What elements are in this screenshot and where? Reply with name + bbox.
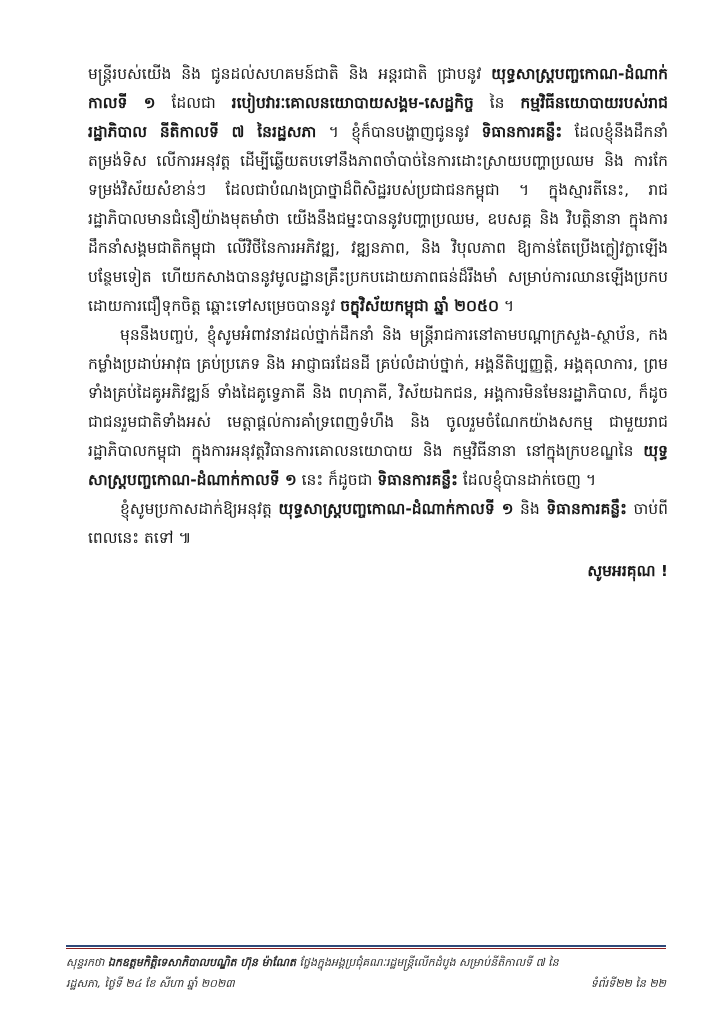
body-text-run: ខ្ញុំសូមប្រកាសដាក់ឱ្យអនុវត្ត xyxy=(120,500,279,518)
emphasized-text: កម្មវិធីនយោបាយរបស់រាជរដ្ឋាភិបាល នីតិកាលទី ៧ នៃរដ្ឋសភា xyxy=(88,94,668,141)
page-number: ទំព័រទី២២ នៃ ២២ xyxy=(590,977,666,990)
emphasized-text: ទិធានការគន្លឹះ xyxy=(546,500,627,518)
emphasized-text: ទិធានការគន្លឹះ xyxy=(377,471,458,489)
body-text-run: ។ xyxy=(498,297,515,315)
emphasized-text: ចក្ខុវិស័យកម្ពុជា ឆ្នាំ ២០៥០ xyxy=(340,297,499,315)
body-text-run: នៃ xyxy=(473,94,521,112)
footer-event: ថ្លែងក្នុងអង្គប្រជុំគណៈរដ្ឋមន្ត្រីលើកដំបូង សម្រាប់នីតិកាលទី ៧ នៃ xyxy=(296,956,559,969)
paragraph-1 xyxy=(88,60,668,321)
body-text-run: ដែលខ្ញុំនឹងដឹកនាំតម្រង់ទិស លើការអនុវត្ត ដើម្បីឆ្លើយតបទៅនឹងភាពចាំបាច់នៃការដោះស្រាយបញ្ហាប្រឈម និង ការកែទម្រង់វិស័យសំខាន់ៗ ដែលជាបំណងប្រាថ្នាដ៏ពិសិដ្ឋរបស់ប្រជាជនកម្ពុជា ។ ក្នុងស្មារតីនេះ, រាជរដ្ឋាភិបាលមានជំនឿយ៉ាងមុតមាំថា យើងនឹងជម្នះបាននូវបញ្ហាប្រឈម, ឧបសគ្គ និង វិបត្តិនានា ក្នុងការដឹកនាំសង្គមជាតិកម្ពុជា លើវិថីនៃការអភិវឌ្ឍ, វឌ្ឍនភាព, និង វិបុលភាព ឱ្យកាន់តែប្រើងក្លៀវក្លាឡើងបន្ថែមទៀត ហើយកសាងបាននូវមូលដ្ឋានគ្រឹះប្រកបដោយភាពធន់ដ៏រឹងមាំ សម្រាប់ការឈានឡើងប្រកបដោយការជឿទុកចិត្ត ឆ្ពោះទៅសម្រេចបាននូវ xyxy=(88,123,668,315)
paragraph-2 xyxy=(88,321,668,495)
body-text-run: ដែលជា xyxy=(155,94,232,112)
body-text-run: មន្ត្រីរបស់យើង និង ជូនដល់សហគមន៍ជាតិ និង អន្តរជាតិ ជ្រាបនូវ xyxy=(88,65,492,83)
emphasized-text: យុទ្ធសាស្ត្របញ្ចកោណ-ដំណាក់កាលទី ១ xyxy=(88,442,668,489)
footer-divider-accent xyxy=(66,948,666,949)
body-text-run: មុននឹងបញ្ចប់, ខ្ញុំសូមអំពាវនាវដល់ថ្នាក់ដឹកនាំ និង មន្ត្រីរាជការនៅតាមបណ្តាក្រសួង-ស្ថាប័ន, កងកម្លាំងប្រដាប់អាវុធ គ្រប់ប្រភេទ និង អាជ្ញាធរដែនដី គ្រប់លំដាប់ថ្នាក់, អង្គនីតិប្បញ្ញត្តិ, អង្គតុលាការ, ព្រមទាំងគ្រប់ដៃគូអភិវឌ្ឍន៍ ទាំងដៃគូទ្វេភាគី និង ពហុភាគី, វិស័យឯកជន, អង្គការមិនមែនរដ្ឋាភិបាល, ក៏ដូចជាជនរួមជាតិទាំងអស់ មេត្តាផ្តល់ការគាំទ្រពេញទំហឹង និង ចូលរួមចំណែកយ៉ាងសកម្ម ជាមួយរាជរដ្ឋាភិបាលកម្ពុជា ក្នុងការអនុវត្តវិធានការគោលនយោបាយ និង កម្មវិធីនានា នៅក្នុងក្របខណ្ឌនៃ xyxy=(88,326,668,460)
closing-thanks: សូមអរគុណ ! xyxy=(587,562,668,580)
page-footer xyxy=(66,952,666,994)
body-text-run: ដែលខ្ញុំបានដាក់ចេញ ។ xyxy=(457,471,597,489)
emphasized-text: យុទ្ធសាស្ត្របញ្ចកោណ-ដំណាក់កាលទី ១ xyxy=(278,500,514,518)
footer-line-1 xyxy=(66,952,666,973)
emphasized-text: ទិធានការគន្លឹះ xyxy=(481,123,563,141)
document-body xyxy=(88,60,668,586)
body-text-run: នេះ ក៏ដូចជា xyxy=(296,471,378,489)
footer-speaker-name: ឯកឧត្តមកិត្តិទេសាភិបាលបណ្ឌិត ហ៊ុន ម៉ាណែត xyxy=(107,956,297,969)
footer-date: រដ្ឋសភា, ថ្ងៃទី ២៤ ខែ សីហា ឆ្នាំ ២០២៣ xyxy=(66,977,235,990)
emphasized-text: របៀបវារៈគោលនយោបាយសង្គម-សេដ្ឋកិច្ច xyxy=(231,94,474,112)
footer-line-2 xyxy=(66,973,666,994)
footer-prefix: សុន្ទរកថា xyxy=(66,956,108,969)
paragraph-3 xyxy=(88,495,668,553)
body-text-run: ចាប់ពីពេលនេះ តទៅ ៕ xyxy=(88,500,668,547)
body-text-run: និង xyxy=(513,500,547,518)
footer-divider xyxy=(66,945,666,947)
body-text-run: ។ ខ្ញុំក៏បានបង្ហាញជូននូវ xyxy=(316,123,482,141)
emphasized-text: យុទ្ធសាស្ត្របញ្ចកោណ-ដំណាក់កាលទី ១ xyxy=(88,65,668,112)
